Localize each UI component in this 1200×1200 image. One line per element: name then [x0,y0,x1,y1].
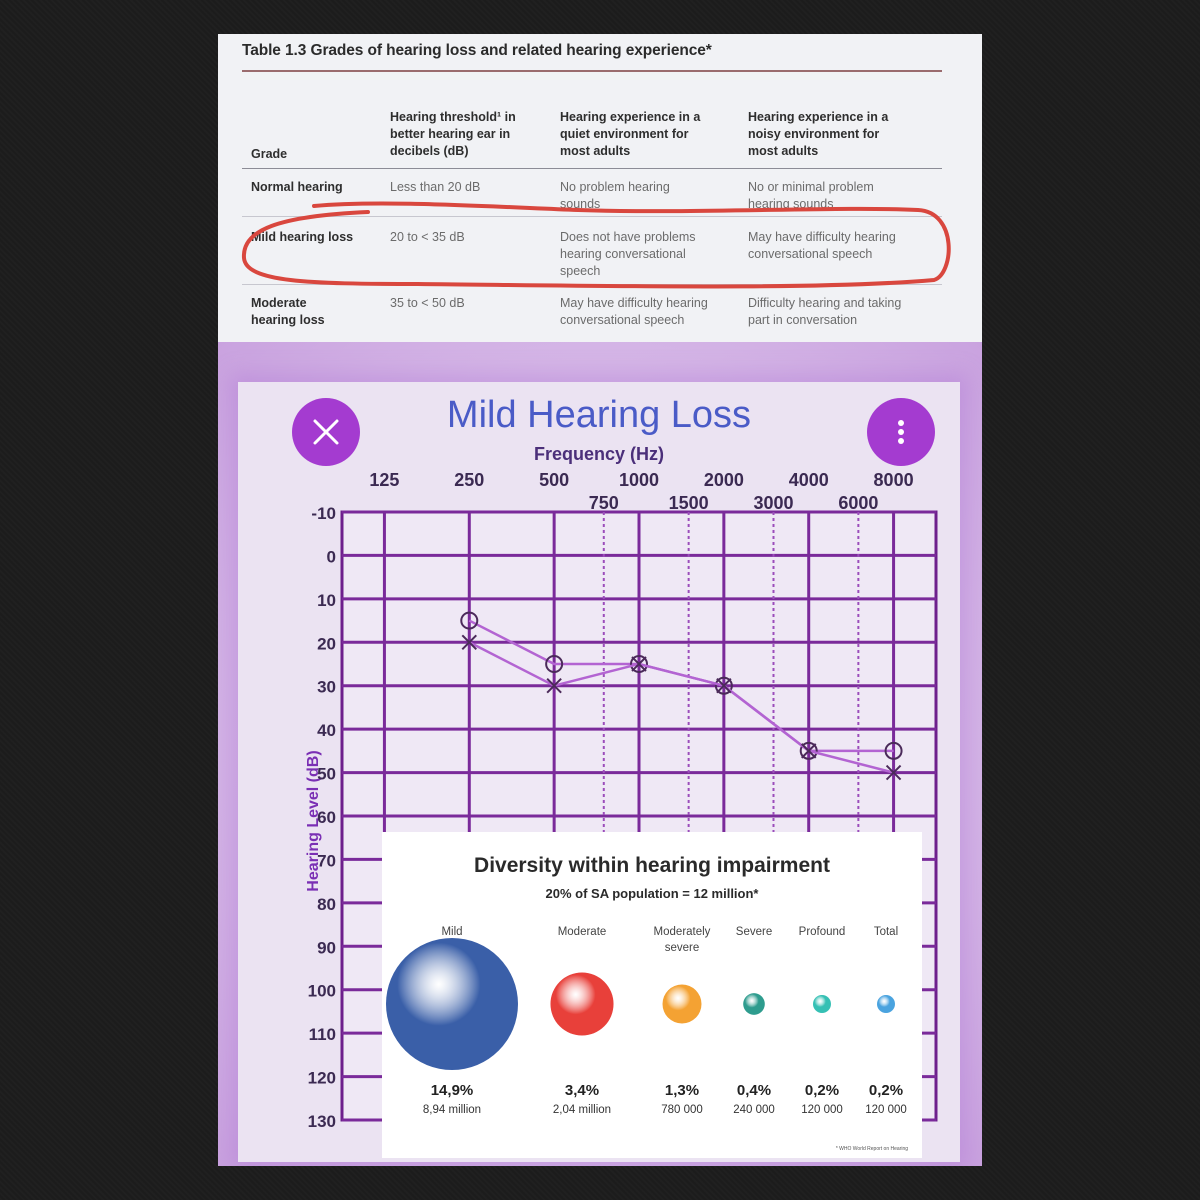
y-tick-label: 70 [317,851,336,871]
bubble-chart-subtitle: 20% of SA population = 12 million* [545,886,759,901]
cell-line: Moderate [251,296,307,310]
screenshot-collage [218,34,982,1166]
x-tick-label: 125 [369,470,400,490]
cell-line: May have difficulty hearing [748,230,896,244]
y-tick-label: 10 [317,590,336,610]
y-tick-label: 110 [308,1025,336,1045]
audiogram-card [238,382,960,1162]
x-intermediate-tick-label: 6000 [838,493,879,513]
row-normal-grade: Normal hearing [251,180,343,194]
count-label: 8,94 million [422,1104,482,1116]
cell-line: conversational speech [560,313,685,327]
bubble-chart-title: Diversity within hearing impairment [474,854,830,877]
cell-line: conversational speech [748,247,873,261]
x-axis-title: Frequency (Hz) [533,444,665,464]
bubble-profound [813,995,831,1013]
header-line: most adults [748,144,819,158]
category-label-line: Severe [735,926,773,938]
source-note: * WHO World Report on Hearing [835,1146,908,1152]
category-label-line: severe [664,942,700,954]
row-moderate-threshold: 35 to < 50 dB [390,296,465,310]
header-line: Hearing threshold¹ in [390,110,516,124]
cell-line: No or minimal problem [748,180,874,194]
cell-line: speech [560,264,601,278]
y-tick-label: 0 [326,547,336,567]
cell-line: May have difficulty hearing [560,296,708,310]
cell-line: No problem hearing [560,180,670,194]
cell-line: sounds [560,197,601,211]
y-tick-label: 120 [307,1068,336,1088]
header-line: Hearing experience in a [560,110,701,124]
bubble-chart-panel [382,832,922,1158]
x-tick-label: 1000 [618,470,660,490]
bubble-moderately [663,985,702,1024]
y-tick-label: 40 [317,721,336,741]
header-line: most adults [560,144,631,158]
count-label: 780 000 [661,1104,703,1116]
category-label-line: Total [873,926,899,938]
y-tick-label: 20 [317,634,336,654]
header-grade: Grade [251,147,288,161]
category-label-line: Moderate [557,926,607,938]
y-tick-label: 130 [307,1112,336,1131]
hearing-loss-grades-table [218,34,982,342]
category-label [537,924,627,940]
audiogram-background [218,342,982,1166]
x-tick-label: 8000 [873,470,914,490]
category-label [407,924,497,940]
cell-line: hearing loss [251,313,325,327]
count-label: 2,04 million [552,1104,612,1116]
highlight-stroke [244,203,949,286]
y-tick-label: 60 [317,808,336,827]
header-line: noisy environment for [748,127,880,141]
category-label [841,924,931,940]
category-label-line: Profound [798,926,846,938]
table-title: Table 1.3 Grades of hearing loss and related hearing experience* [242,42,712,59]
y-tick-label: 90 [317,938,336,958]
cell-line: Does not have problems [560,230,696,244]
header-line: quiet environment for [560,127,689,141]
percent-label: 1,3% [664,1082,700,1099]
header-line: Hearing experience in a [748,110,889,124]
y-axis-title: Hearing Level (dB) [305,750,322,892]
bubble-severe [743,993,765,1015]
header-line: better hearing ear in [390,127,511,141]
count-label: 120 000 [801,1104,843,1116]
x-tick-label: 500 [539,470,570,490]
x-tick-label: 4000 [788,470,829,490]
percent-label: 0,2% [804,1082,840,1099]
category-label-line: Moderately [653,926,711,938]
cell-line: hearing conversational [560,247,686,261]
chart-title: Mild Hearing Loss [446,394,752,436]
row-mild-threshold: 20 to < 35 dB [390,230,465,244]
bubble-mild [386,938,518,1070]
red-highlight-loop [218,34,982,342]
y-tick-label: 50 [317,764,336,784]
y-tick-label: -10 [311,504,336,523]
bubble-moderate [550,972,613,1035]
x-intermediate-tick-label: 750 [588,493,619,513]
x-tick-label: 2000 [703,470,744,490]
count-label: 240 000 [733,1104,775,1116]
category-label-line: Mild [441,926,463,938]
bubble-total [877,995,895,1013]
x-tick-label: 250 [454,470,485,490]
percent-label: 3,4% [564,1082,600,1099]
cell-line: part in conversation [748,313,858,327]
x-intermediate-tick-label: 3000 [753,493,794,513]
percent-label: 0,4% [736,1082,772,1099]
cell-line: hearing sounds [748,197,834,211]
cell-line: Difficulty hearing and taking [748,296,902,310]
y-tick-label: 80 [317,894,336,914]
y-tick-label: 100 [307,981,336,1001]
header-line: decibels (dB) [390,144,469,158]
percent-label: 14,9% [430,1082,474,1099]
row-normal-threshold: Less than 20 dB [390,180,481,194]
row-mild-grade: Mild hearing loss [251,230,354,244]
y-tick-label: 30 [317,677,336,697]
x-intermediate-tick-label: 1500 [668,493,709,513]
count-label: 120 000 [865,1104,907,1116]
percent-label: 0,2% [868,1082,904,1099]
